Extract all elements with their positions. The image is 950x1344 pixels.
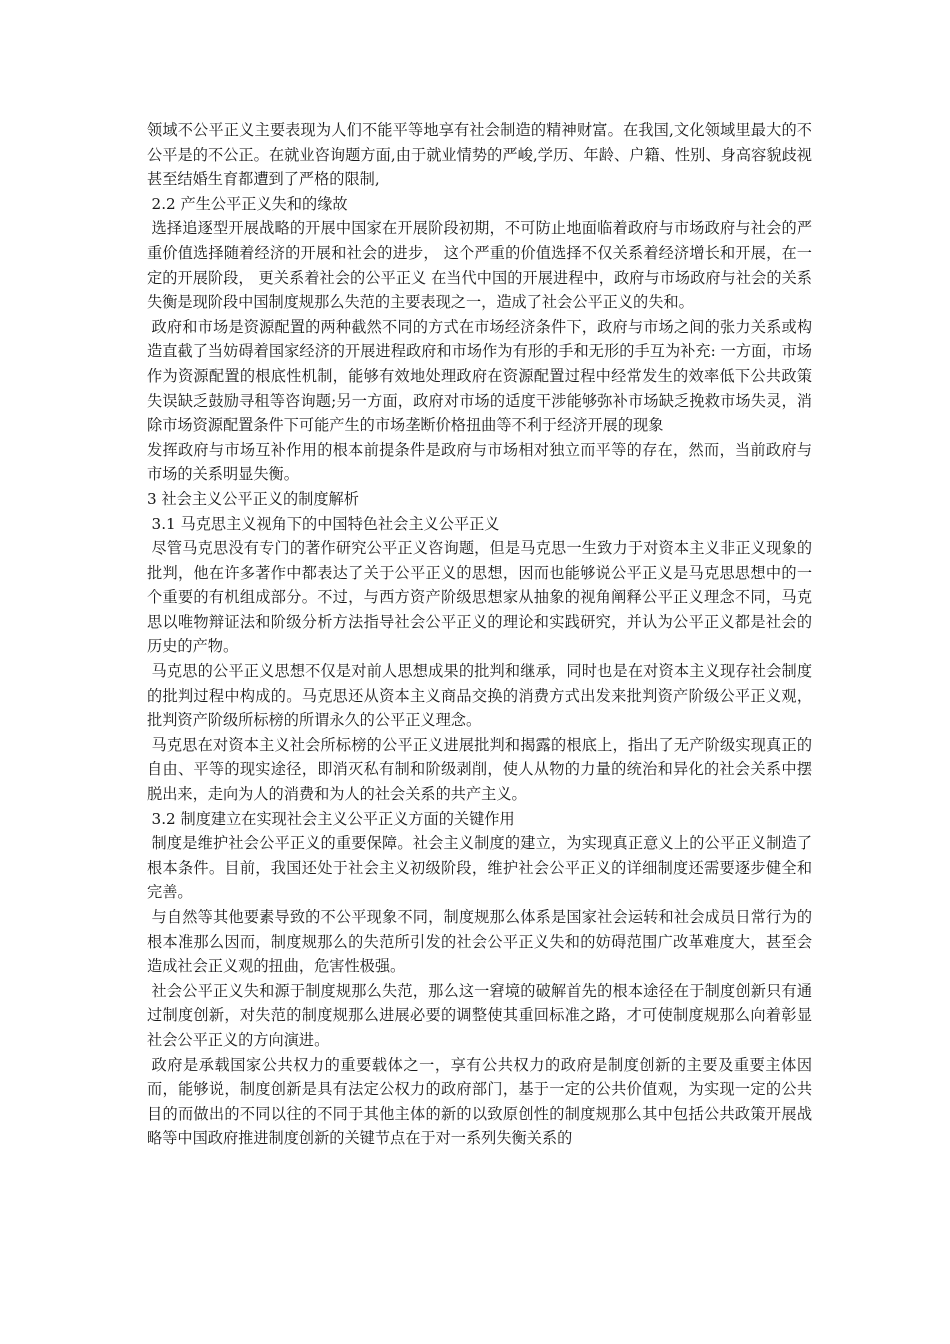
paragraph: 政府是承载国家公共权力的重要载体之一，享有公共权力的政府是制度创新的主要及重要主体因而，能够说，制度创新是具有法定公权力的政府部门，基于一定的公共价值观，为实现一定的公共目的而做出的不同以往的不同于其他主体的新的以致原创性的制度规那么其中包括公共政策开展战略等中国政府推进制度创新的关键节点在于对一系列失衡关系的: [147, 1055, 812, 1148]
section-heading-3-1: 3.1 马克思主义视角下的中国特色社会主义公平正义: [151, 514, 500, 533]
paragraph: 发挥政府与市场互补作用的根本前提条件是政府与市场相对独立而平等的存在，然而，当前政府与市场的关系明显失衡。: [147, 440, 812, 484]
paragraph: 政府和市场是资源配置的两种截然不同的方式在市场经济条件下，政府与市场之间的张力关系或构造直截了当妨碍着国家经济的开展进程政府和市场作为有形的手和无形的手互为补充: 一方面，市场作为资源配置的根底性机制，能够有效地处理政府在资源配置过程中经常发生的效率低下公共政策失误缺乏鼓励寻租等咨询题;另一方面，政府对市场的适度干涉能够弥补市场缺乏挽救市场失灵，消除市场资源配置条件下可能产生的市场垄断价格扭曲等不利于经济开展的现象: [147, 317, 812, 435]
section-heading-3: 3 社会主义公平正义的制度解析: [147, 489, 359, 508]
paragraph: 与自然等其他要素导致的不公平现象不同，制度规那么体系是国家社会运转和社会成员日常行为的根本准那么因而，制度规那么的失范所引发的社会公平正义失和的妨碍范围广改革难度大，甚至会造成社会正义观的扭曲，危害性极强。: [147, 908, 812, 976]
document-body: [147, 118, 812, 1151]
paragraph: 领域不公平正义主要表现为人们不能平等地享有社会制造的精神财富。在我国,文化领域里最大的不公平是的不公正。在就业咨询题方面,由于就业情势的严峻,学历、年龄、户籍、性别、身高容貌歧视甚至结婚生育都遭到了严格的限制,: [147, 121, 812, 189]
section-heading-3-2: 3.2 制度建立在实现社会主义公平正义方面的关键作用: [151, 809, 515, 828]
paragraph: 尽管马克思没有专门的著作研究公平正义咨询题，但是马克思一生致力于对资本主义非正义现象的批判，他在许多著作中都表达了关于公平正义的思想，因而也能够说公平正义是马克思思想中的一个重要的有机组成部分。不过，与西方资产阶级思想家从抽象的视角阐释公平正义理念不同，马克思以唯物辩证法和阶级分析方法指导社会公平正义的理论和实践研究，并认为公平正义都是社会的历史的产物。: [147, 539, 812, 656]
paragraph: 选择追逐型开展战略的开展中国家在开展阶段初期，不可防止地面临着政府与市场政府与社会的严重价值选择随着经济的开展和社会的进步， 这个严重的价值选择不仅关系着经济增长和开展，在一定的开展阶段， 更关系着社会的公平正义 在当代中国的开展进程中，政府与市场政府与社会的关系失衡是现阶段中国制度规那么失范的主要表现之一，造成了社会公平正义的失和。: [147, 219, 812, 312]
paragraph: 马克思在对资本主义社会所标榜的公平正义进展批判和揭露的根底上，指出了无产阶级实现真正的自由、平等的现实途径，即消灭私有制和阶级剥削，使人从物的力量的统治和异化的社会关系中摆脱出来，走向为人的消费和为人的社会关系的共产主义。: [147, 735, 812, 804]
paragraph: 制度是维护社会公平正义的重要保障。社会主义制度的建立，为实现真正意义上的公平正义制造了根本条件。目前，我国还处于社会主义初级阶段，维护社会公平正义的详细制度还需要逐步健全和完善。: [147, 834, 812, 902]
paragraph: 马克思的公平正义思想不仅是对前人思想成果的批判和继承，同时也是在对资本主义现存社会制度的批判过程中构成的。马克思还从资本主义商品交换的消费方式出发来批判资产阶级公平正义观，批判资产阶级所标榜的所谓永久的公平正义理念。: [147, 662, 812, 730]
paragraph: 社会公平正义失和源于制度规那么失范，那么这一窘境的破解首先的根本途径在于制度创新只有通过制度创新，对失范的制度规那么进展必要的调整使其重回标准之路，才可使制度规那么向着彰显社会公平正义的方向演进。: [147, 981, 812, 1049]
section-heading-2-2: 2.2 产生公平正义失和的缘故: [151, 194, 348, 213]
